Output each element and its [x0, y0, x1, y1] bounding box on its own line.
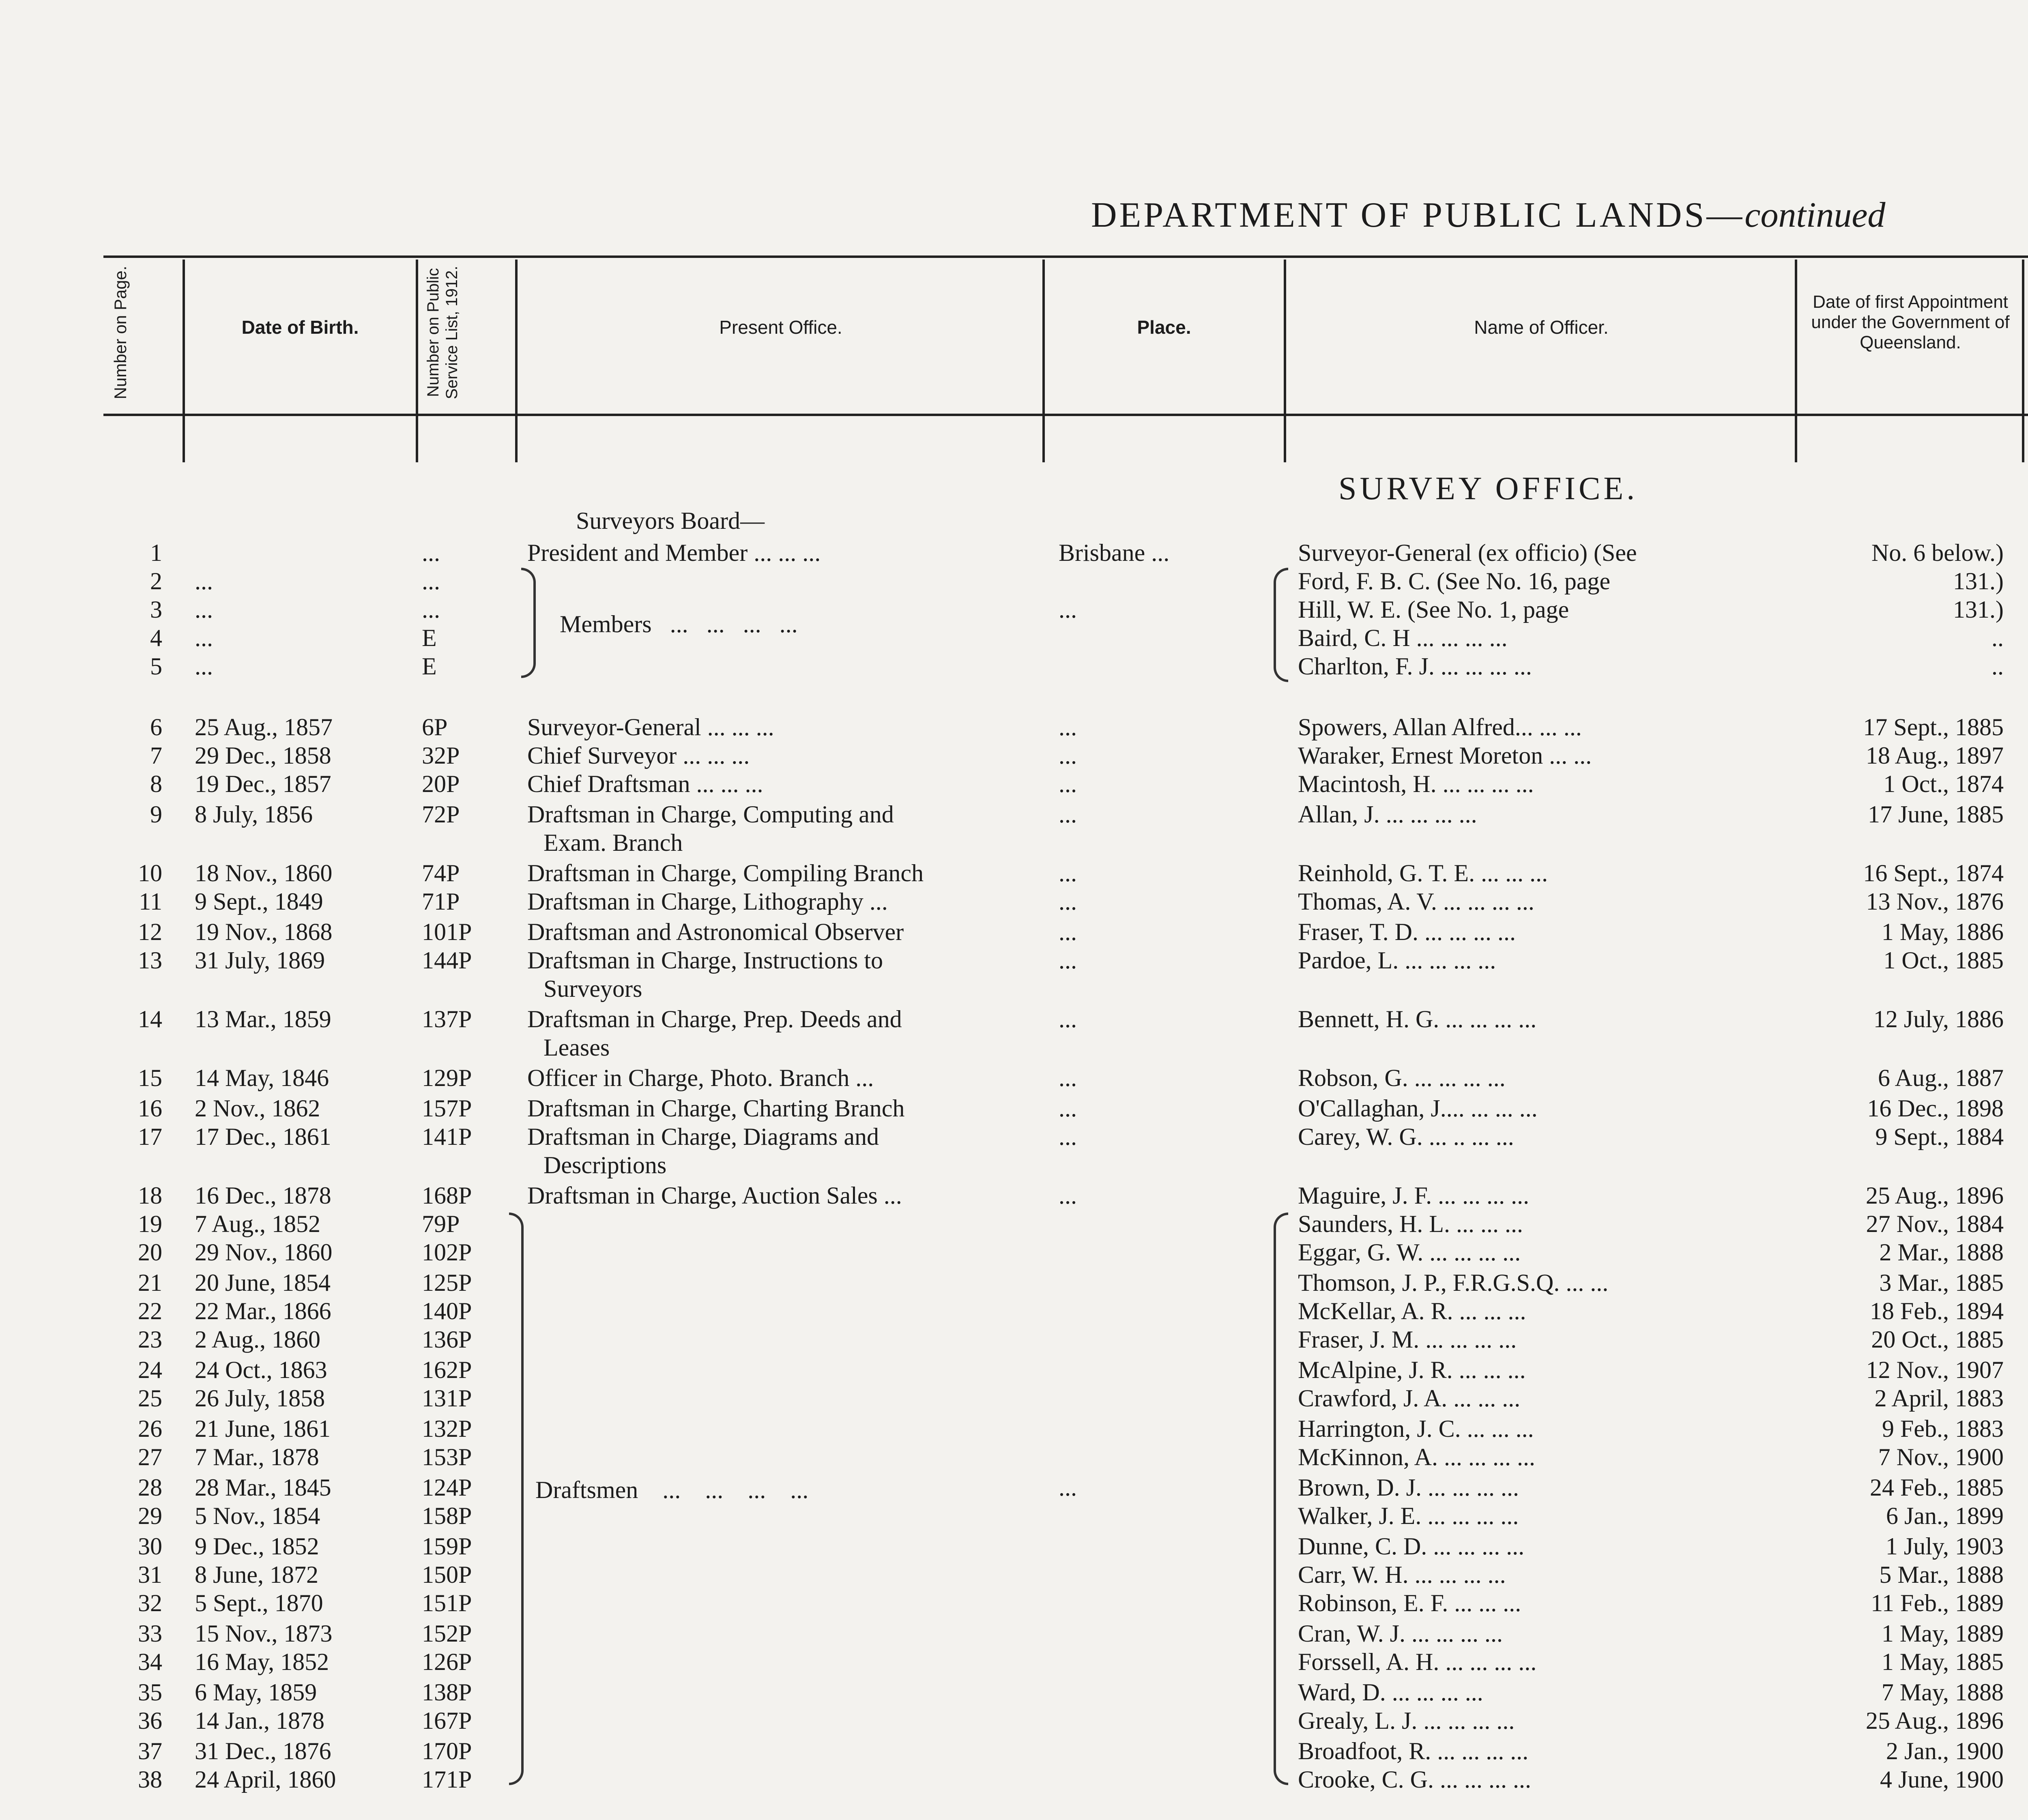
cell-office: Draftsman in Charge, Instructions to [527, 947, 883, 974]
cell-first: 1 May, 1889 [1881, 1620, 2004, 1647]
cell-office: Draftsman in Charge, Lithography ... [527, 888, 888, 915]
col-divider-3 [515, 260, 518, 462]
table-row [0, 1298, 2028, 1327]
cell-ps: E [422, 625, 437, 651]
cell-first: 27 Nov., 1884 [1866, 1210, 2004, 1237]
table-row [0, 1356, 2028, 1386]
cell-name: Fraser, J. M. ... ... ... ... [1298, 1326, 1517, 1353]
cell-first: 25 Aug., 1896 [1865, 1707, 2004, 1734]
cell-dob: 5 Sept., 1870 [195, 1590, 323, 1616]
cell-dob: 19 Nov., 1868 [195, 919, 333, 945]
cell-no: 33 [138, 1620, 162, 1647]
cell-no: 27 [138, 1444, 162, 1470]
cell-ps: 131P [422, 1385, 472, 1412]
cell-first: No. 6 below.) [1871, 539, 2004, 566]
table-row [0, 539, 2028, 569]
table-row [0, 625, 2028, 654]
cell-no: 8 [150, 770, 162, 797]
cell-office: Officer in Charge, Photo. Branch ... [527, 1065, 874, 1091]
cell-first: .. [1991, 625, 2004, 651]
cell-no: 9 [150, 801, 162, 828]
cell-ps: 136P [422, 1326, 472, 1353]
cell-first: 6 Jan., 1899 [1886, 1502, 2004, 1529]
cell-no: 26 [138, 1415, 162, 1442]
table-row [0, 770, 2028, 800]
cell-name: Walker, J. E. ... ... ... ... [1298, 1502, 1519, 1529]
cell-ps: 159P [422, 1533, 472, 1560]
cell-no: 37 [138, 1738, 162, 1764]
cell-no: 4 [150, 625, 162, 651]
cell-ps: 158P [422, 1502, 472, 1529]
cell-first: 1 Oct., 1874 [1883, 770, 2004, 797]
cell-place: ... [1059, 1065, 1077, 1091]
page-title-text: DEPARTMENT OF PUBLIC LANDS— [1091, 195, 1745, 235]
cell-office: Draftsman in Charge, Charting Branch [527, 1095, 905, 1122]
cell-first: 131.) [1953, 596, 2004, 623]
cell-place: ... [1059, 770, 1077, 797]
cell-place: ... [1059, 1006, 1077, 1032]
cell-name: Hill, W. E. (See No. 1, page [1298, 596, 1569, 623]
cell-ps: 162P [422, 1356, 472, 1383]
cell-first: 25 Aug., 1896 [1865, 1182, 2004, 1209]
table-row [0, 596, 2028, 625]
cell-dob: 9 Sept., 1849 [195, 888, 323, 915]
cell-first: 6 Aug., 1887 [1878, 1065, 2004, 1091]
cell-first: 17 Sept., 1885 [1863, 714, 2004, 740]
cell-office-continued: Leases [544, 1034, 610, 1061]
cell-place: ... [1059, 801, 1077, 828]
cell-ps: 137P [422, 1006, 472, 1032]
cell-place: ... [1059, 1123, 1077, 1150]
cell-office: President and Member ... ... ... [527, 539, 821, 566]
cell-first: 7 May, 1888 [1881, 1679, 2004, 1706]
cell-no: 14 [138, 1006, 162, 1032]
cell-no: 13 [138, 947, 162, 974]
cell-no: 31 [138, 1561, 162, 1588]
cell-dob: 25 Aug., 1857 [195, 714, 333, 740]
cell-dob: 31 Dec., 1876 [195, 1738, 331, 1764]
cell-ps: 157P [422, 1095, 472, 1122]
cell-dob: 29 Dec., 1858 [195, 742, 331, 769]
table-row [0, 1707, 2028, 1736]
col-divider-5 [1284, 260, 1286, 462]
cell-first: 131.) [1953, 568, 2004, 595]
cell-dob: 31 July, 1869 [195, 947, 325, 974]
cell-no: 34 [138, 1648, 162, 1675]
cell-office-continued: Descriptions [544, 1152, 667, 1178]
cell-no: 3 [150, 596, 162, 623]
table-row [0, 1385, 2028, 1414]
cell-ps: 129P [422, 1065, 472, 1091]
cell-no: 36 [138, 1707, 162, 1734]
cell-name: Waraker, Ernest Moreton ... ... [1298, 742, 1592, 769]
cell-no: 32 [138, 1590, 162, 1616]
cell-name: Baird, C. H ... ... ... ... [1298, 625, 1508, 651]
cell-name: Broadfoot, R. ... ... ... ... [1298, 1738, 1529, 1764]
cell-name: Charlton, F. J. ... ... ... ... [1298, 653, 1532, 680]
cell-no: 30 [138, 1533, 162, 1560]
table-row [0, 1326, 2028, 1355]
cell-no: 38 [138, 1766, 162, 1793]
cell-name: McKinnon, A. ... ... ... ... [1298, 1444, 1535, 1470]
cell-name: Brown, D. J. ... ... ... ... [1298, 1474, 1519, 1501]
cell-name: Allan, J. ... ... ... ... [1298, 801, 1477, 828]
cell-first: 12 Nov., 1907 [1866, 1356, 2004, 1383]
cell-name: Harrington, J. C. ... ... ... [1298, 1415, 1534, 1442]
table-row [0, 1444, 2028, 1473]
cell-ps: 79P [422, 1210, 460, 1237]
cell-dob: 6 May, 1859 [195, 1679, 317, 1706]
table-row [0, 568, 2028, 597]
cell-ps: 20P [422, 770, 460, 797]
cell-no: 2 [150, 568, 162, 595]
cell-first: 2 April, 1883 [1874, 1385, 2004, 1412]
cell-office: Surveyor-General ... ... ... [527, 714, 774, 740]
cell-dob: 8 July, 1856 [195, 801, 313, 828]
table-row [0, 860, 2028, 889]
cell-dob: 17 Dec., 1861 [195, 1123, 331, 1150]
table-row [0, 1679, 2028, 1708]
cell-dob: 19 Dec., 1857 [195, 770, 331, 797]
cell-no: 16 [138, 1095, 162, 1122]
cell-place: ... [1059, 947, 1077, 974]
cell-name: McKellar, A. R. ... ... ... [1298, 1298, 1526, 1324]
cell-ps: 138P [422, 1679, 472, 1706]
cell-ps: 6P [422, 714, 448, 740]
cell-name: Robinson, E. F. ... ... ... [1298, 1590, 1521, 1616]
cell-dob: ... [195, 568, 213, 595]
cell-first: 3 Mar., 1885 [1879, 1269, 2004, 1296]
cell-first: 13 Nov., 1876 [1866, 888, 2004, 915]
header-ps: Number on Public Service List, 1912. [424, 266, 461, 399]
cell-ps: 74P [422, 860, 460, 886]
cell-ps: 144P [422, 947, 472, 974]
cell-dob: 2 Nov., 1862 [195, 1095, 320, 1122]
cell-ps: ... [422, 568, 440, 595]
cell-name: Robson, G. ... ... ... ... [1298, 1065, 1506, 1091]
cell-first: 17 June, 1885 [1868, 801, 2004, 828]
cell-first: 7 Nov., 1900 [1878, 1444, 2004, 1470]
cell-name: Maguire, J. F. ... ... ... ... [1298, 1182, 1530, 1209]
cell-dob: 2 Aug., 1860 [195, 1326, 321, 1353]
cell-first: 18 Aug., 1897 [1865, 742, 2004, 769]
col-divider-6 [1795, 260, 1797, 462]
cell-first: 2 Jan., 1900 [1886, 1738, 2004, 1764]
cell-ps: E [422, 653, 437, 680]
cell-ps: 152P [422, 1620, 472, 1647]
cell-dob: 26 July, 1858 [195, 1385, 325, 1412]
cell-no: 6 [150, 714, 162, 740]
cell-no: 24 [138, 1356, 162, 1383]
cell-no: 1 [150, 539, 162, 566]
cell-name: Cran, W. J. ... ... ... ... [1298, 1620, 1503, 1647]
cell-first: 5 Mar., 1888 [1879, 1561, 2004, 1588]
cell-name: Dunne, C. D. ... ... ... ... [1298, 1533, 1525, 1560]
table-row [0, 1095, 2028, 1124]
table-row [0, 919, 2028, 948]
cell-no: 20 [138, 1239, 162, 1266]
col-divider-4 [1042, 260, 1045, 462]
cell-first: 12 July, 1886 [1873, 1006, 2004, 1032]
cell-ps: ... [422, 596, 440, 623]
cell-ps: 72P [422, 801, 460, 828]
cell-first: 1 May, 1885 [1881, 1648, 2004, 1675]
cell-name: O'Callaghan, J.... ... ... ... [1298, 1095, 1538, 1122]
cell-dob: 7 Aug., 1852 [195, 1210, 321, 1237]
cell-first: 20 Oct., 1885 [1871, 1326, 2004, 1353]
table-row [0, 888, 2028, 917]
col-divider-1 [183, 260, 185, 462]
cell-place: ... [1059, 1182, 1077, 1209]
cell-office-continued: Exam. Branch [544, 829, 683, 856]
cell-name: Reinhold, G. T. E. ... ... ... [1298, 860, 1548, 886]
cell-office: Chief Surveyor ... ... ... [527, 742, 750, 769]
cell-ps: 153P [422, 1444, 472, 1470]
cell-no: 18 [138, 1182, 162, 1209]
cell-ps: 141P [422, 1123, 472, 1150]
cell-place: ... [1059, 888, 1077, 915]
cell-first: 24 Feb., 1885 [1870, 1474, 2004, 1501]
cell-first: 11 Feb., 1889 [1871, 1590, 2004, 1616]
table-row [0, 947, 2028, 1002]
cell-name: Saunders, H. L. ... ... ... [1298, 1210, 1523, 1237]
cell-name: Carr, W. H. ... ... ... ... [1298, 1561, 1506, 1588]
col-divider-7 [2022, 260, 2024, 462]
cell-ps: ... [422, 539, 440, 566]
cell-name: Grealy, L. J. ... ... ... ... [1298, 1707, 1515, 1734]
cell-no: 19 [138, 1210, 162, 1237]
cell-office: Draftsman in Charge, Auction Sales ... [527, 1182, 902, 1209]
cell-no: 22 [138, 1298, 162, 1324]
cell-office: Chief Draftsman ... ... ... [527, 770, 763, 797]
cell-name: Carey, W. G. ... .. ... ... [1298, 1123, 1514, 1150]
table-row [0, 1006, 2028, 1061]
header-rule-bottom [103, 414, 2028, 416]
cell-dob: 20 June, 1854 [195, 1269, 331, 1296]
section-title: SURVEY OFFICE. [1338, 471, 1638, 507]
cell-name: Eggar, G. W. ... ... ... ... [1298, 1239, 1521, 1266]
header-place: Place. [1137, 317, 1191, 338]
cell-ps: 170P [422, 1738, 472, 1764]
table-row [0, 1590, 2028, 1619]
cell-ps: 150P [422, 1561, 472, 1588]
cell-name: Pardoe, L. ... ... ... ... [1298, 947, 1496, 974]
cell-first: 9 Sept., 1884 [1875, 1123, 2004, 1150]
cell-name: Forssell, A. H. ... ... ... ... [1298, 1648, 1537, 1675]
cell-first: 1 Oct., 1885 [1883, 947, 2004, 974]
cell-name: McAlpine, J. R. ... ... ... [1298, 1356, 1526, 1383]
cell-ps: 140P [422, 1298, 472, 1324]
cell-dob: ... [195, 653, 213, 680]
cell-office: Draftsman in Charge, Diagrams and [527, 1123, 879, 1150]
cell-first: 4 June, 1900 [1880, 1766, 2004, 1793]
cell-ps: 132P [422, 1415, 472, 1442]
surveyors-board-label: Surveyors Board— [576, 507, 765, 534]
cell-dob: 16 May, 1852 [195, 1648, 329, 1675]
cell-name: Macintosh, H. ... ... ... ... [1298, 770, 1534, 797]
cell-no: 35 [138, 1679, 162, 1706]
table-row [0, 714, 2028, 743]
cell-first: .. [1991, 653, 2004, 680]
cell-dob: 5 Nov., 1854 [195, 1502, 320, 1529]
cell-dob: 28 Mar., 1845 [195, 1474, 331, 1501]
cell-dob: 18 Nov., 1860 [195, 860, 333, 886]
cell-name: Fraser, T. D. ... ... ... ... [1298, 919, 1516, 945]
cell-first: 1 May, 1886 [1881, 919, 2004, 945]
cell-dob: ... [195, 625, 213, 651]
cell-dob: 13 Mar., 1859 [195, 1006, 331, 1032]
table-row [0, 1269, 2028, 1298]
cell-no: 5 [150, 653, 162, 680]
members-label-text: Members [560, 611, 652, 637]
table-row [0, 1182, 2028, 1211]
table-row [0, 1065, 2028, 1094]
cell-name: Thomson, J. P., F.R.G.S.Q. ... ... [1298, 1269, 1609, 1296]
cell-no: 25 [138, 1385, 162, 1412]
cell-name: Ford, F. B. C. (See No. 16, page [1298, 568, 1611, 595]
cell-no: 11 [139, 888, 162, 915]
table-row [0, 1738, 2028, 1767]
cell-office-continued: Surveyors [544, 975, 642, 1002]
table-row [0, 1123, 2028, 1178]
cell-dob: 14 Jan., 1878 [195, 1707, 324, 1734]
table-row [0, 1239, 2028, 1268]
cell-name: Bennett, H. G. ... ... ... ... [1298, 1006, 1537, 1032]
cell-office: Draftsman in Charge, Compiling Branch [527, 860, 924, 886]
table-row [0, 742, 2028, 771]
table-row [0, 801, 2028, 856]
cell-ps: 125P [422, 1269, 472, 1296]
cell-office: Draftsman and Astronomical Observer [527, 919, 904, 945]
cell-first: 9 Feb., 1883 [1882, 1415, 2004, 1442]
draftsmen-label-text: Draftsmen [535, 1477, 638, 1503]
table-row [0, 1474, 2028, 1503]
cell-dob: 15 Nov., 1873 [195, 1620, 333, 1647]
cell-ps: 102P [422, 1239, 472, 1266]
header-present [2026, 300, 2028, 341]
cell-first: 1 July, 1903 [1885, 1533, 2004, 1560]
cell-first: 2 Mar., 1888 [1879, 1239, 2004, 1266]
col-divider-2 [416, 260, 418, 462]
cell-name: Crawford, J. A. ... ... ... [1298, 1385, 1521, 1412]
cell-place: ... [1059, 919, 1077, 945]
cell-dob: 29 Nov., 1860 [195, 1239, 333, 1266]
cell-place: Brisbane ... [1059, 539, 1170, 566]
cell-ps: 126P [422, 1648, 472, 1675]
cell-name: Thomas, A. V. ... ... ... ... [1298, 888, 1534, 915]
draftsmen-label: Draftsmen ... ... ... ... [535, 1477, 809, 1503]
cell-ps: 167P [422, 1707, 472, 1734]
cell-name: Ward, D. ... ... ... ... [1298, 1679, 1483, 1706]
table-row [0, 1415, 2028, 1444]
cell-ps: 101P [422, 919, 472, 945]
cell-place: ... [1059, 742, 1077, 769]
cell-no: 28 [138, 1474, 162, 1501]
cell-place: ... [1059, 714, 1077, 740]
cell-office: Draftsman in Charge, Prep. Deeds and [527, 1006, 902, 1032]
cell-dob: 21 June, 1861 [195, 1415, 331, 1442]
header-number: Number on Page. [111, 266, 130, 399]
header-rule-top [103, 255, 2028, 258]
table-row [0, 1620, 2028, 1649]
cell-office: Draftsman in Charge, Computing and [527, 801, 894, 828]
cell-first: 18 Feb., 1894 [1870, 1298, 2004, 1324]
header-dob: Date of Birth. [241, 317, 359, 338]
table-row [0, 653, 2028, 682]
cell-no: 15 [138, 1065, 162, 1091]
members-label: Members ... ... ... ... [560, 611, 798, 637]
cell-no: 29 [138, 1502, 162, 1529]
header-name: Name of Officer. [1474, 317, 1609, 338]
table-row [0, 1210, 2028, 1240]
cell-dob: 24 Oct., 1863 [195, 1356, 327, 1383]
cell-dob: 8 June, 1872 [195, 1561, 318, 1588]
header-first: Date of first Appointment under the Government of Queensland. [1811, 292, 2010, 352]
table-row [0, 1533, 2028, 1562]
cell-name: Spowers, Allan Alfred... ... ... [1298, 714, 1582, 740]
cell-ps: 32P [422, 742, 460, 769]
cell-dob: 7 Mar., 1878 [195, 1444, 319, 1470]
cell-place: ... [1059, 1474, 1077, 1501]
cell-place: ... [1059, 1095, 1077, 1122]
cell-dob: 16 Dec., 1878 [195, 1182, 331, 1209]
cell-place: ... [1059, 860, 1077, 886]
cell-ps: 71P [422, 888, 460, 915]
cell-place: ... [1059, 596, 1077, 623]
page-title [1091, 195, 1885, 236]
cell-first: 16 Dec., 1898 [1867, 1095, 2004, 1122]
cell-name: Surveyor-General (ex officio) (See [1298, 539, 1637, 566]
table-row [0, 1502, 2028, 1532]
cell-ps: 151P [422, 1590, 472, 1616]
cell-no: 10 [138, 860, 162, 886]
cell-dob: ... [195, 596, 213, 623]
page-title-continued: continued [1744, 195, 1886, 235]
cell-ps: 168P [422, 1182, 472, 1209]
cell-dob: 24 April, 1860 [195, 1766, 336, 1793]
table-row [0, 1648, 2028, 1678]
cell-no: 12 [138, 919, 162, 945]
cell-name: Crooke, C. G. ... ... ... ... [1298, 1766, 1531, 1793]
cell-no: 23 [138, 1326, 162, 1353]
cell-no: 17 [138, 1123, 162, 1150]
cell-no: 7 [150, 742, 162, 769]
cell-first: 16 Sept., 1874 [1863, 860, 2004, 886]
cell-no: 21 [138, 1269, 162, 1296]
table-row [0, 1766, 2028, 1795]
table-row [0, 1561, 2028, 1590]
cell-dob: 22 Mar., 1866 [195, 1298, 331, 1324]
header-office: Present Office. [719, 317, 842, 338]
cell-ps: 124P [422, 1474, 472, 1501]
cell-ps: 171P [422, 1766, 472, 1793]
cell-dob: 9 Dec., 1852 [195, 1533, 319, 1560]
cell-dob: 14 May, 1846 [195, 1065, 329, 1091]
